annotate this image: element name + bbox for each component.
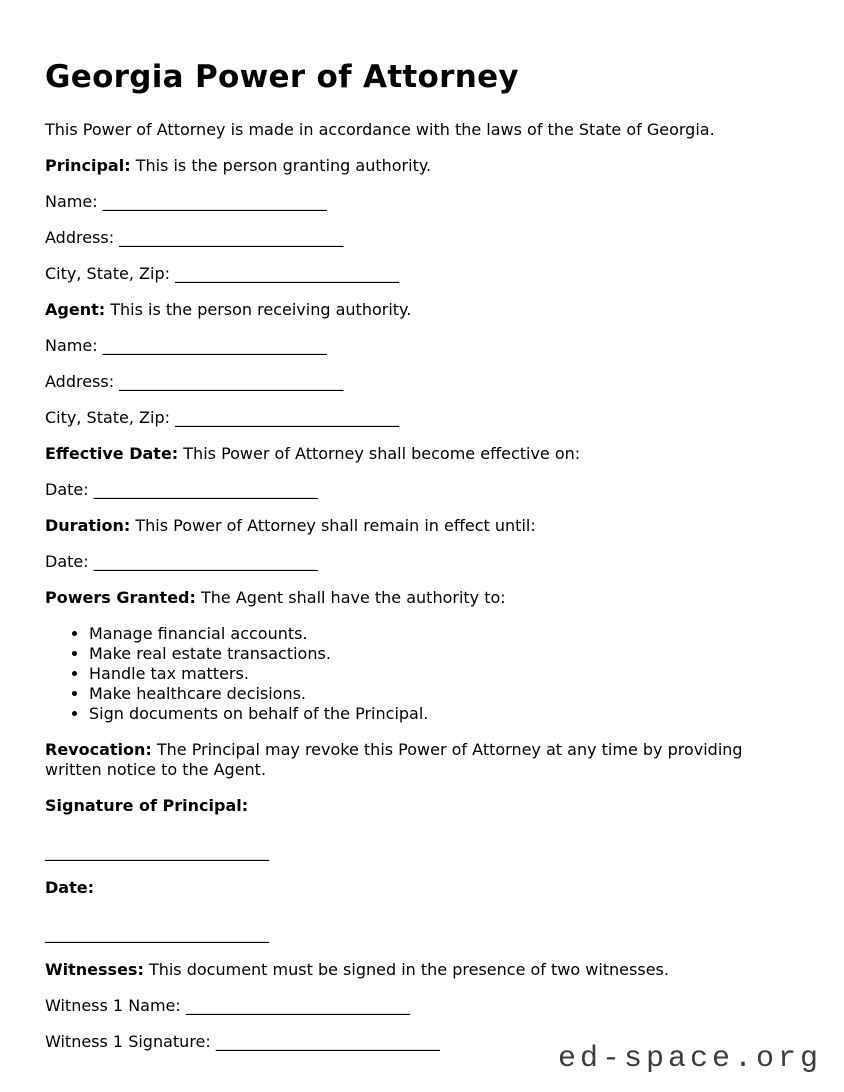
- witnesses-heading: [45, 960, 779, 980]
- powers-granted-label: Powers Granted:: [45, 588, 196, 607]
- effective-date-desc: This Power of Attorney shall become effective on:: [183, 444, 581, 463]
- duration-date-field: [45, 552, 779, 572]
- field-label: Witness 1 Signature:: [45, 1032, 211, 1051]
- field-label: Witness 1 Name:: [45, 996, 181, 1015]
- agent-address-field: [45, 372, 779, 392]
- blank-line: ____________________________: [185, 996, 410, 1015]
- intro-paragraph: This Power of Attorney is made in accordance with the laws of the State of Georgia.: [45, 120, 715, 139]
- field-label: City, State, Zip:: [45, 408, 171, 427]
- powers-list-item: • Handle tax matters.: [89, 664, 779, 684]
- duration-heading: [45, 516, 779, 536]
- principal-desc: This is the person granting authority.: [135, 156, 432, 175]
- blank-line: ____________________________: [119, 372, 344, 391]
- signature-of-principal-label: Signature of Principal:: [45, 796, 249, 815]
- date-label: Date:: [45, 878, 94, 897]
- revocation-paragraph: [45, 740, 779, 780]
- powers-list-item: • Manage financial accounts.: [89, 624, 779, 644]
- blank-line: ____________________________: [215, 1032, 440, 1051]
- signature-blank-line: ____________________________: [45, 842, 269, 861]
- blank-line: ____________________________: [119, 228, 344, 247]
- principal-heading: [45, 156, 779, 176]
- powers-list: [45, 624, 779, 724]
- agent-city-state-zip-field: [45, 408, 779, 428]
- blank-line: ____________________________: [93, 552, 318, 571]
- field-label: Address:: [45, 372, 115, 391]
- blank-line: ____________________________: [102, 336, 327, 355]
- effective-date-heading: [45, 444, 779, 464]
- witnesses-desc: This document must be signed in the presence of two witnesses.: [148, 960, 669, 979]
- field-label: Address:: [45, 228, 115, 247]
- agent-label: Agent:: [45, 300, 106, 319]
- date-blank-line: ____________________________: [45, 924, 269, 943]
- duration-label: Duration:: [45, 516, 131, 535]
- principal-address-field: [45, 228, 779, 248]
- signature-of-principal-heading: [45, 796, 779, 816]
- field-label: Name:: [45, 336, 98, 355]
- field-label: City, State, Zip:: [45, 264, 171, 283]
- revocation-desc: The Principal may revoke this Power of Attorney at any time by providing written notice to the Agent.: [45, 740, 743, 779]
- powers-list-item: • Make healthcare decisions.: [89, 684, 779, 704]
- field-label: Name:: [45, 192, 98, 211]
- watermark: ed-space.org: [557, 1042, 822, 1076]
- blank-line: ____________________________: [93, 480, 318, 499]
- blank-line: ____________________________: [175, 264, 400, 283]
- field-label: Date:: [45, 552, 89, 571]
- principal-city-state-zip-field: [45, 264, 779, 284]
- agent-heading: [45, 300, 779, 320]
- agent-desc: This is the person receiving authority.: [110, 300, 412, 319]
- revocation-label: Revocation:: [45, 740, 152, 759]
- document-title: Georgia Power of Attorney: [45, 59, 519, 95]
- principal-name-field: [45, 192, 779, 212]
- date-heading: [45, 878, 779, 898]
- powers-list-item: • Make real estate transactions.: [89, 644, 779, 664]
- witness-1-name-field: [45, 996, 779, 1016]
- principal-label: Principal:: [45, 156, 131, 175]
- agent-name-field: [45, 336, 779, 356]
- witnesses-label: Witnesses:: [45, 960, 144, 979]
- blank-line: ____________________________: [102, 192, 327, 211]
- blank-line: ____________________________: [175, 408, 400, 427]
- powers-list-item: • Sign documents on behalf of the Principal.: [89, 704, 779, 724]
- powers-granted-desc: The Agent shall have the authority to:: [201, 588, 506, 607]
- duration-desc: This Power of Attorney shall remain in effect until:: [135, 516, 536, 535]
- powers-granted-heading: [45, 588, 779, 608]
- effective-date-field: [45, 480, 779, 500]
- effective-date-label: Effective Date:: [45, 444, 179, 463]
- field-label: Date:: [45, 480, 89, 499]
